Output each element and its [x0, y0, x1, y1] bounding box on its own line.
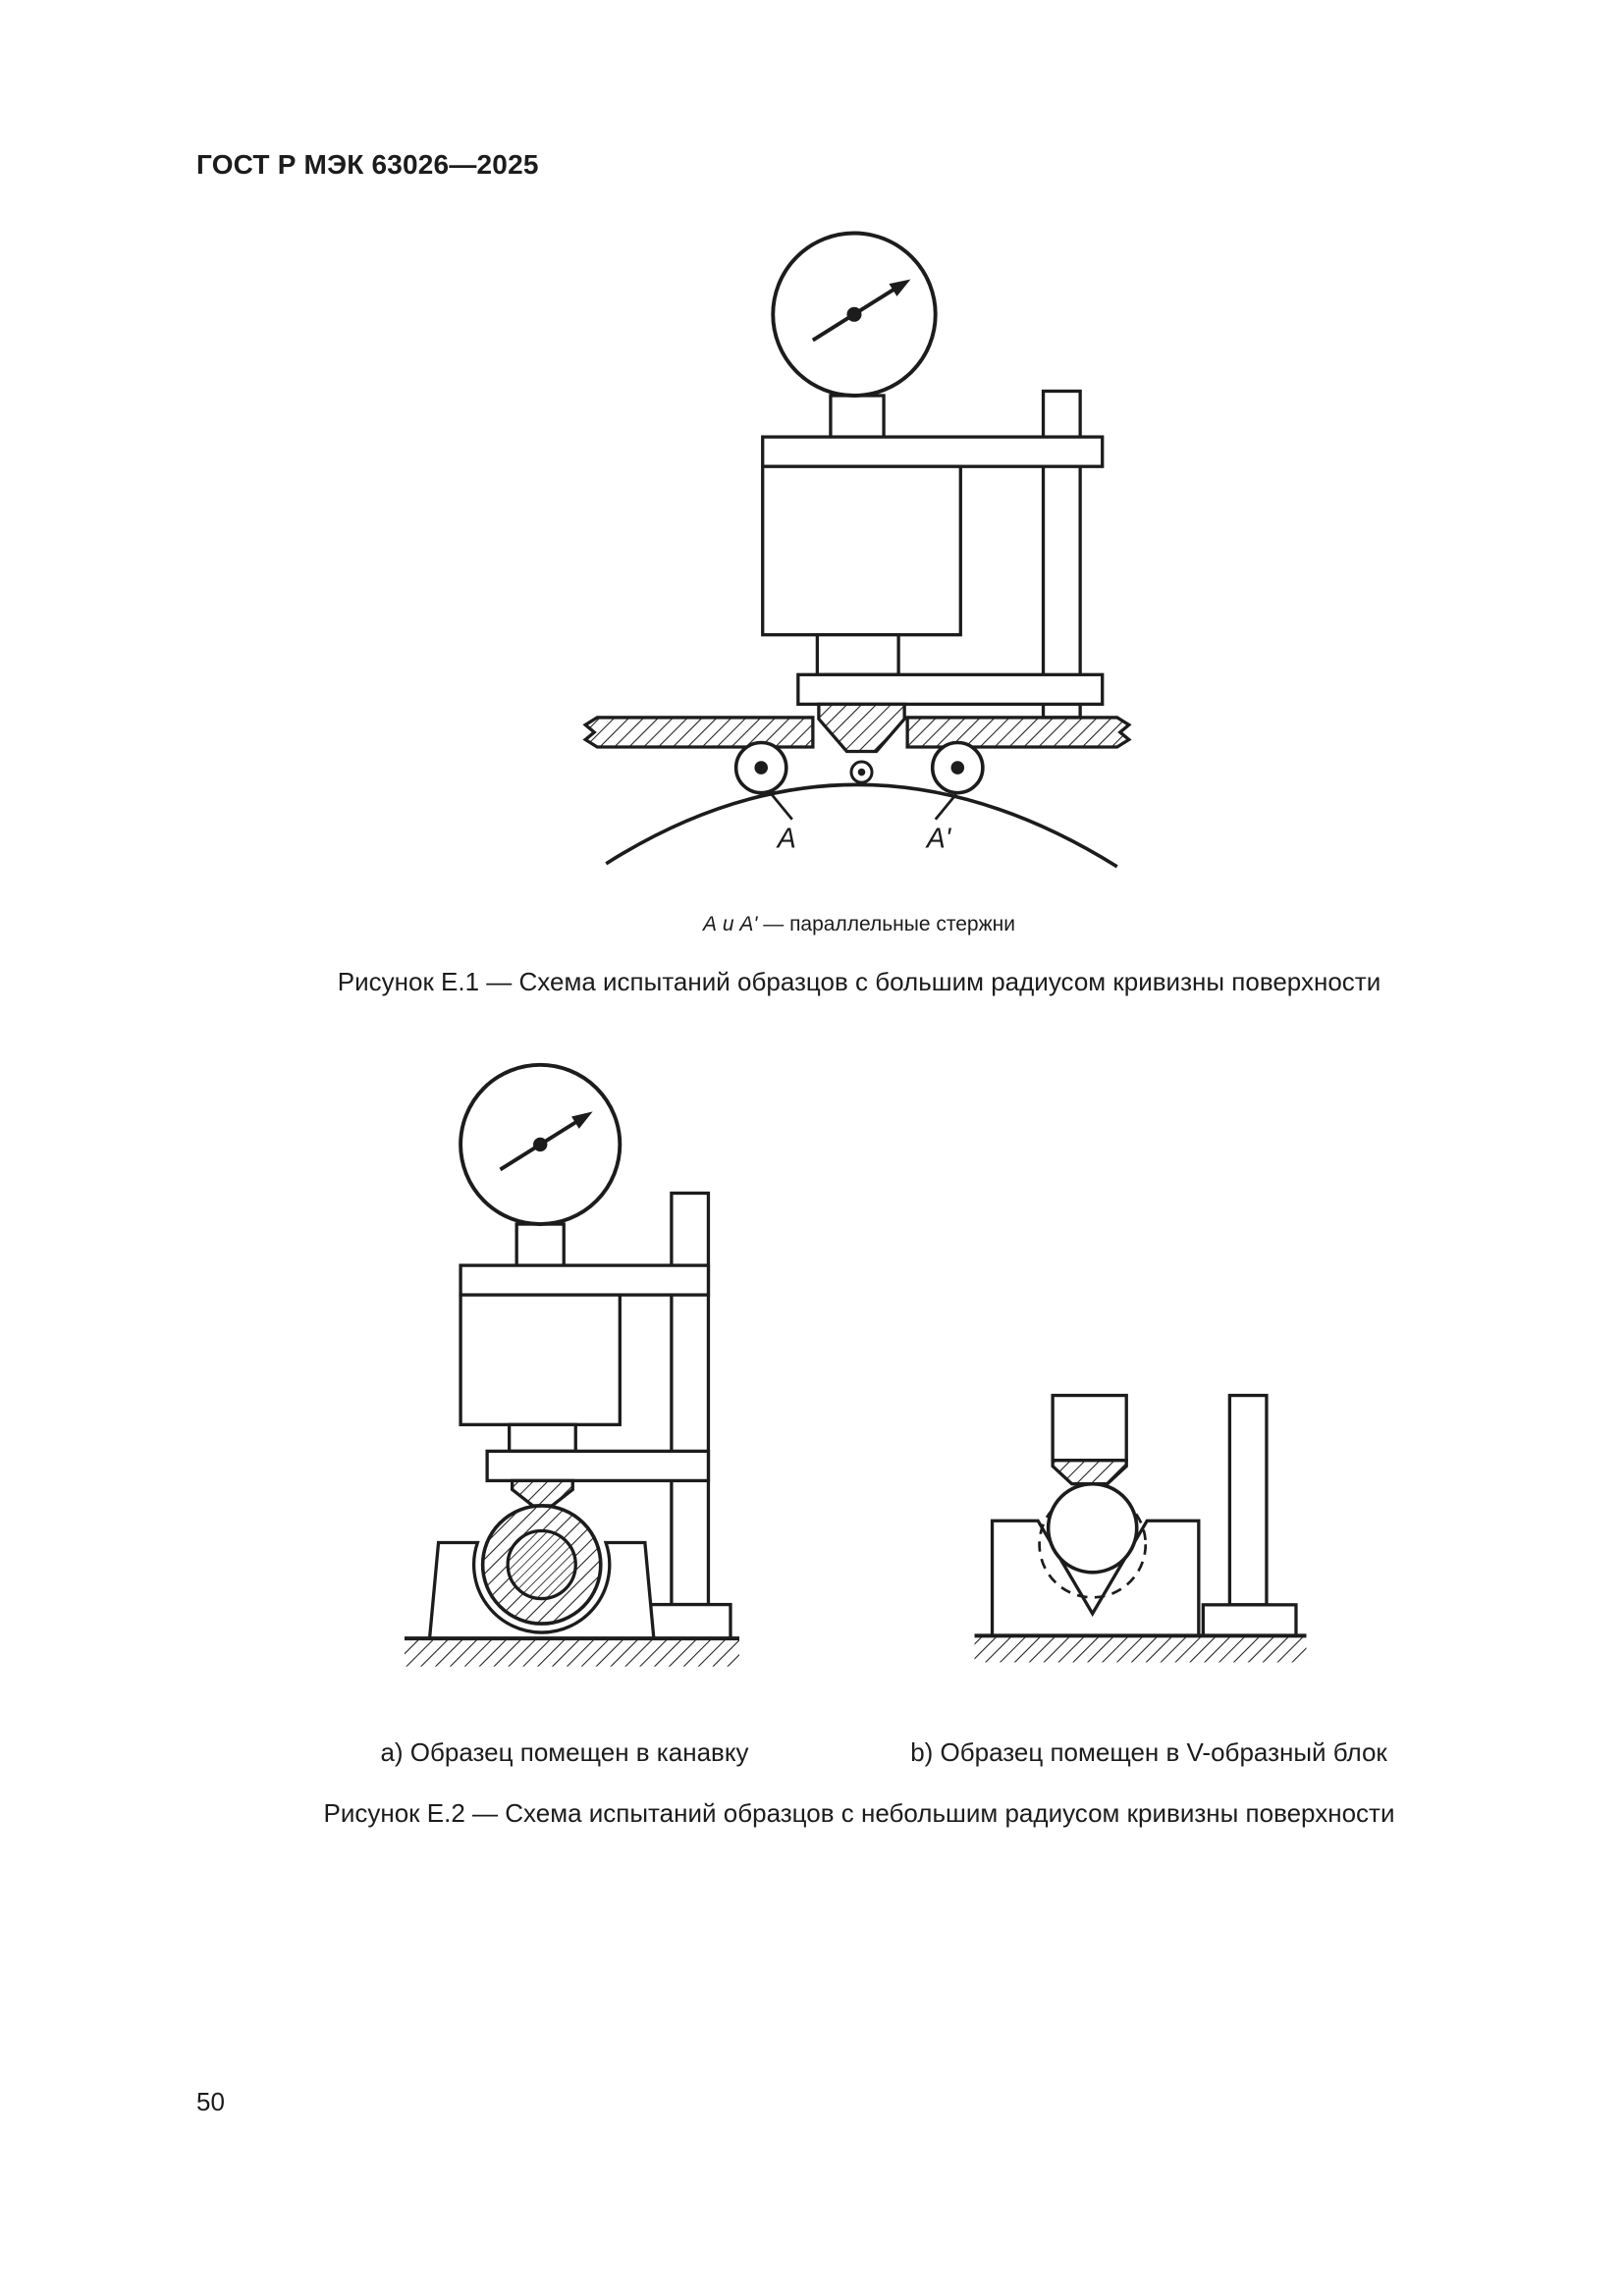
presser-foot: [1053, 1461, 1126, 1484]
figure-e1-diagram: [576, 229, 1138, 922]
leader-line-a: [772, 794, 792, 820]
figure-e2b-svg: [967, 1388, 1314, 1690]
legend-labels: А и А': [703, 913, 758, 935]
figure-e2-caption: Рисунок Е.2 — Схема испытаний образцов с небольшим радиусом кривизны поверхности: [323, 1798, 1395, 1828]
support-column: [672, 1193, 709, 1604]
label-a: А: [777, 823, 796, 855]
top-plate: [460, 1265, 708, 1295]
gauge-stem: [831, 396, 884, 440]
figure-e2a-caption: a) Образец помещен в канавку: [380, 1737, 749, 1767]
plunger: [1053, 1396, 1126, 1461]
presser-foot: [513, 1480, 573, 1506]
presser-foot: [819, 704, 904, 751]
indicator-body: [763, 466, 961, 634]
indicator-pivot-dot: [846, 307, 861, 322]
ground-hatch: [975, 1635, 1307, 1662]
document-header: ГОСТ Р МЭК 63026—2025: [196, 149, 539, 180]
figure-e2b-diagram: [967, 1388, 1314, 1695]
specimen: [1049, 1484, 1137, 1573]
indicator-body: [460, 1295, 620, 1424]
figure-e1-legend: [196, 913, 1522, 936]
figure-e2b-caption: b) Образец помещен в V-образный блок: [910, 1737, 1387, 1767]
lower-stem: [510, 1424, 576, 1451]
figure-e1-caption: Рисунок Е.1 — Схема испытаний образцов с большим радиусом кривизны поверхности: [337, 967, 1381, 996]
contact-ball-dot: [858, 769, 866, 776]
figure-e2a-diagram: [399, 1060, 745, 1692]
roller-a-prime-dot: [951, 761, 965, 774]
support-column: [1229, 1396, 1267, 1605]
reference-plane-left: [585, 718, 813, 747]
crosshead-bar: [487, 1451, 708, 1480]
specimen-surface-arc: [606, 784, 1116, 866]
leader-line-a-prime: [936, 794, 956, 820]
top-plate: [763, 437, 1103, 466]
figure-e1-svg: [576, 229, 1138, 917]
figure-e2a-svg: [399, 1060, 745, 1687]
gauge-stem: [516, 1224, 564, 1268]
label-a-prime: А': [926, 823, 951, 855]
roller-a-dot: [754, 761, 768, 774]
page-number: 50: [196, 2087, 225, 2116]
column-base-foot: [1203, 1605, 1296, 1636]
reference-plane-right: [907, 718, 1129, 747]
legend-dash: —: [763, 913, 785, 935]
legend-text: параллельные стержни: [789, 913, 1015, 935]
ground-hatch: [405, 1638, 739, 1667]
lower-stem: [817, 635, 898, 675]
specimen-core: [508, 1530, 575, 1598]
crosshead-bar: [798, 674, 1103, 704]
indicator-pivot-dot: [533, 1138, 547, 1151]
column-base-foot: [642, 1605, 731, 1639]
